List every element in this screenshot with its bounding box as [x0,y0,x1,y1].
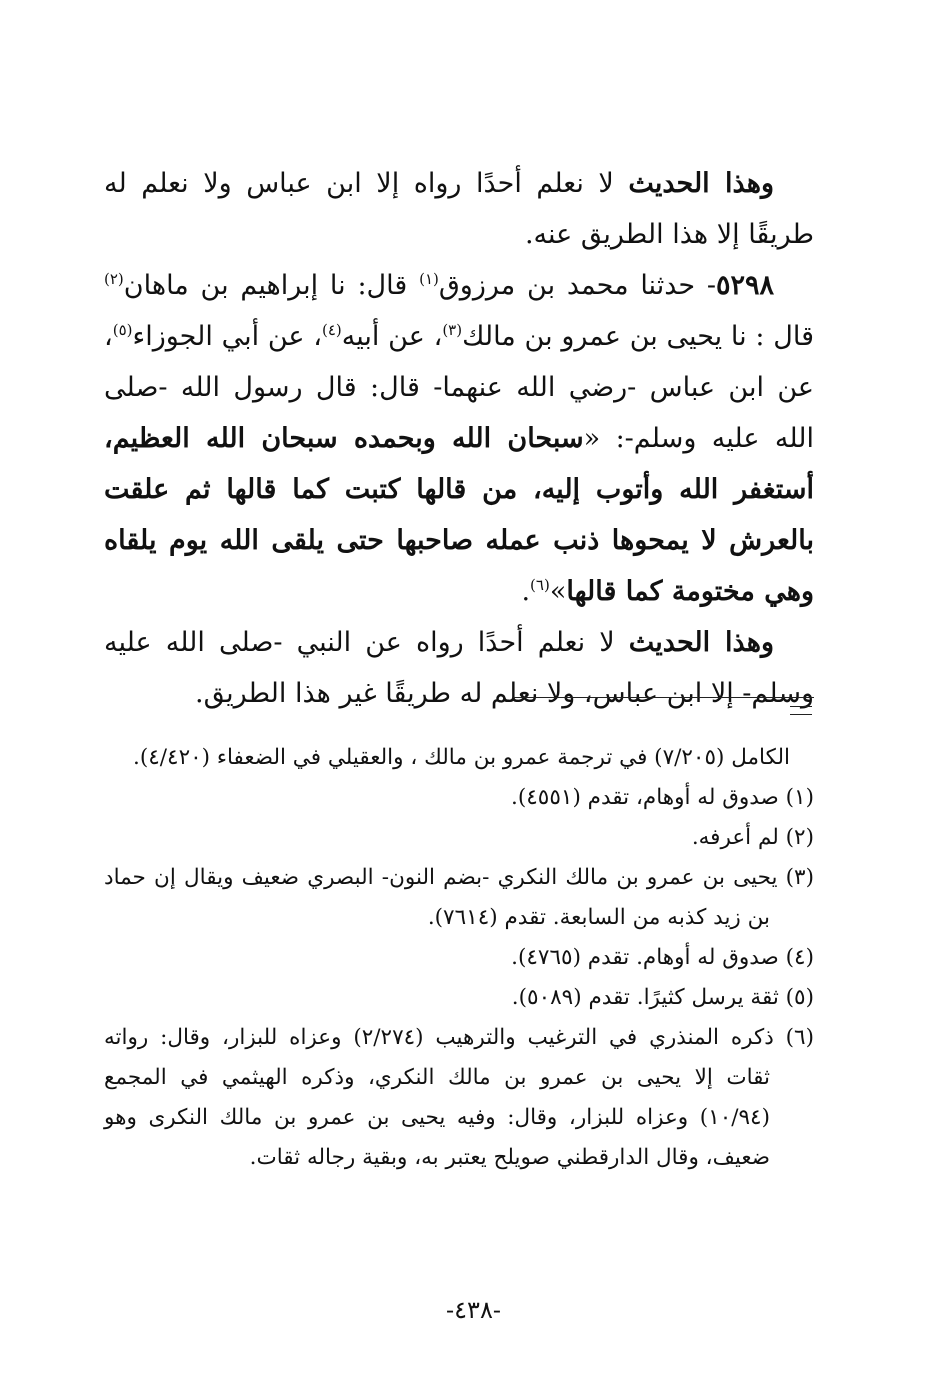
hadith-number: ٥٢٩٨ [715,270,774,301]
hadith-text: سبحان الله وبحمده سبحان الله العظيم، أستغفر الله وأتوب إليه، من قالها كتبت كما قالها ثم علقت بالعرش لا يمحوها ذنب عمله صاحبها حتى يلقى الله يوم يلقاه وهي مختومة كما قالها [104,423,814,607]
footnote-ref: (٦) [530,576,550,594]
isnad-part: قال : نا يحيى بن عمرو بن مالك [462,321,814,352]
footnote-ref: (١) [419,270,439,288]
bold-phrase: وهذا الحديث [628,168,774,199]
isnad-part: ، عن أبي الجوزاء [132,321,322,352]
paragraph-1 [104,158,814,260]
isnad-part: ، عن أبيه [341,321,443,352]
quote-close: » [549,576,567,607]
footnote-divider [512,697,814,698]
footnote-continuation: الكامل (٧/٢٠٥) في ترجمة عمرو بن مالك ، والعقيلي في الضعفاء (٤/٤٢٠). [133,745,790,770]
footnote-item: (٣) يحيى بن عمرو بن مالك النكري -بضم النون- البصري ضعيف ويقال إن حماد بن زيد كذبه من السابعة. تقدم (٧٦١٤). [104,865,814,930]
bold-phrase: وهذا الحديث [628,627,774,658]
continuation-mark [790,706,812,722]
isnad-part: - حدثنا محمد بن مرزوق [438,270,716,301]
paragraph-3 [104,617,814,719]
footnotes [104,738,814,1178]
footnote-ref: (٢) [104,270,124,288]
footnote-ref: (٣) [442,321,463,339]
paragraph-2 [104,260,814,617]
period: . [521,576,531,607]
footnote-item: (٦) ذكره المنذري في الترغيب والترهيب (٢/٢٧٤) وعزاه للبزار، وقال: رواته ثقات إلا يحيى بن عمرو بن مالك النكري، وذكره الهيثمي في المجمع (١٠/٩٤) وعزاه للبزار، وقال: وفيه يحيى بن عمرو بن مالك النكرى وهو ضعيف، وقال الدارقطني صويلح يعتبر به، وبقية رجاله ثقات. [104,1025,814,1170]
footnote-ref: (٥) [112,321,133,339]
paragraph-text: لا نعلم أحدًا رواه إلا ابن عباس ولا نعلم له طريقًا إلا هذا الطريق عنه. [104,168,814,250]
paragraph-text: لا نعلم أحدًا رواه عن النبي -صلى الله عليه وسلم- إلا ابن عباس، ولا نعلم له طريقًا غير هذا الطريق. [104,627,814,709]
footnote-item: (١) صدوق له أوهام، تقدم (٤٥٥١). [511,785,814,810]
footnote-item: (٥) ثقة يرسل كثيرًا. تقدم (٥٠٨٩). [511,985,814,1010]
main-text [104,158,814,719]
page-number: -٤٣٨- [446,1296,501,1324]
isnad-part: قال: نا إبراهيم بن ماهان [123,270,420,301]
footnote-item: (٤) صدوق له أوهام. تقدم (٤٧٦٥). [511,945,814,970]
isnad-part: ، عن ابن عباس -رضي الله عنهما- قال: قال رسول الله -صلى الله عليه وسلم-: « [104,321,815,454]
footnote-ref: (٤) [322,321,342,339]
footnote-item: (٢) لم أعرفه. [691,825,814,850]
